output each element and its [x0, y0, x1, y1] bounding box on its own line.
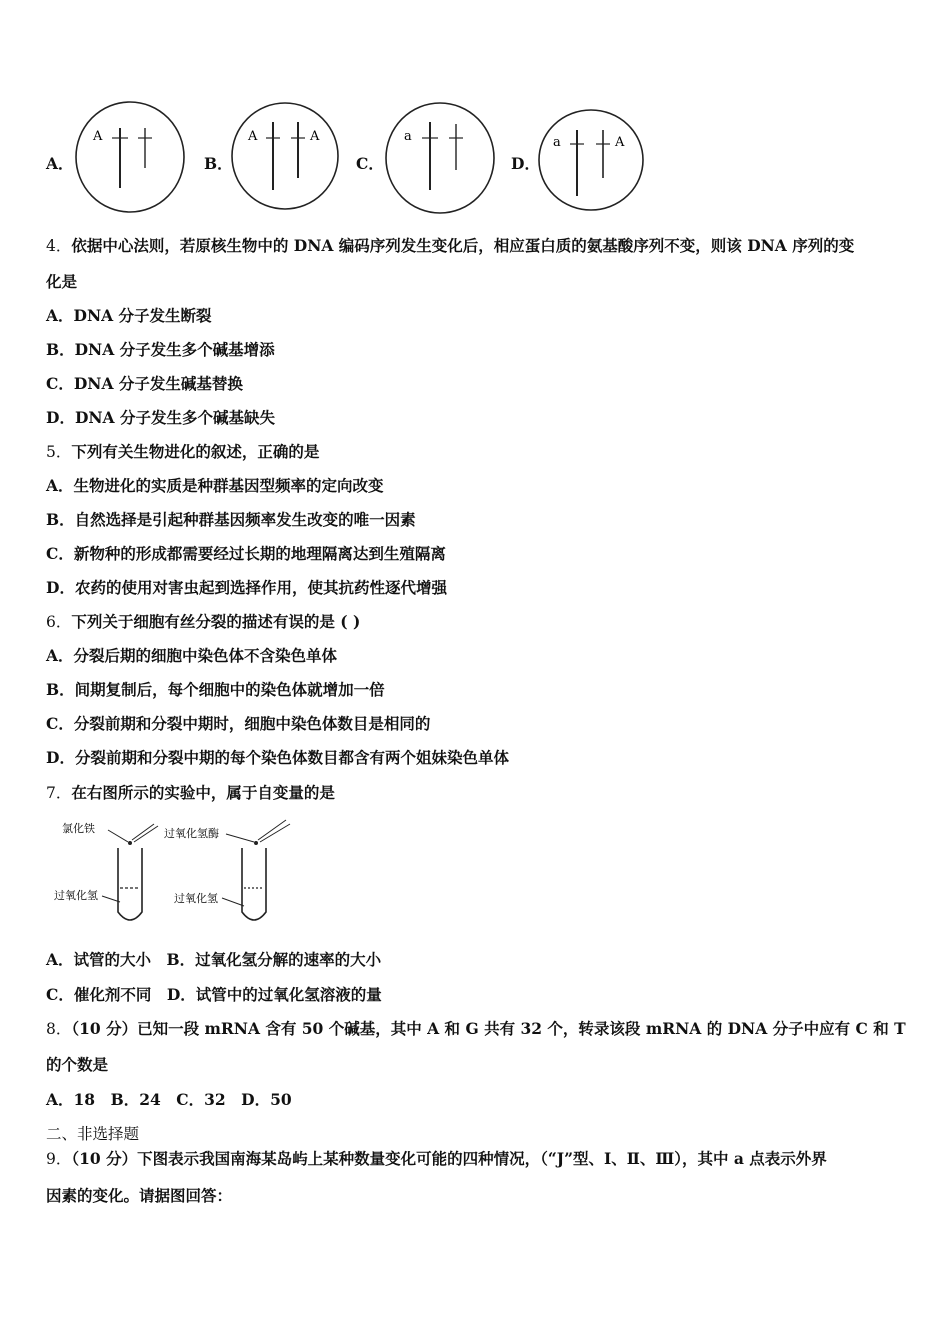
q4-option-b: B．DNA 分子发生多个碱基增添 [46, 340, 275, 359]
allele-label: A [248, 129, 258, 144]
q6-option-a: A．分裂后期的细胞中染色体不含染色单体 [46, 646, 338, 665]
q5-option-a: A．生物进化的实质是种群基因型频率的定向改变 [46, 476, 384, 495]
q6-option-d: D．分裂前期和分裂中期的每个染色体数目都含有两个姐妹染色单体 [46, 748, 509, 767]
q4-option-a: A．DNA 分子发生断裂 [46, 306, 212, 325]
q8-stem [46, 1019, 906, 1039]
allele-label: a [404, 129, 412, 144]
q9-stem [46, 1149, 827, 1169]
q9-number: 9． [46, 1150, 72, 1168]
q5-option-b: B．自然选择是引起种群基因频率发生改变的唯一因素 [46, 510, 416, 529]
cell-b-figure [230, 100, 340, 212]
right-reagent-label: 过氧化氢酶 [164, 827, 219, 840]
q9-stem-text: （10 分）下图表示我国南海某岛屿上某种数量变化可能的四种情况，（“J”型、Ⅰ、Ⅱ、Ⅲ），其中 a 点表示外界 [71, 1149, 827, 1168]
q7-stem-text: 在右图所示的实验中，属于自变量的是 [71, 783, 335, 802]
q7-number: 7． [46, 784, 72, 802]
q6-number: 6． [46, 613, 72, 631]
q5-stem-text: 下列有关生物进化的叙述，正确的是 [71, 442, 320, 461]
allele-label: A [310, 129, 320, 144]
q4-stem-text: 依据中心法则，若原核生物中的 DNA 编码序列发生变化后，相应蛋白质的氨基酸序列不变，则该 DNA 序列的变 [71, 236, 855, 255]
cell-a-figure [74, 100, 186, 215]
q4-option-c: C．DNA 分子发生碱基替换 [46, 374, 243, 393]
q8-stem-cont: 的个数是 [46, 1055, 109, 1074]
q6-stem-text: 下列关于细胞有丝分裂的描述有误的是 ( ) [71, 612, 361, 631]
option-a-label: A． [46, 154, 74, 173]
cell-c-figure [384, 100, 496, 216]
q8-number: 8． [46, 1020, 72, 1038]
option-d-label: D． [511, 154, 540, 173]
q8-stem-text: （10 分）已知一段 mRNA 含有 50 个碱基，其中 A 和 G 共有 32 个，转录该段 mRNA 的 DNA 分子中应有 C 和 T [71, 1019, 906, 1038]
q7-options-row2: C．催化剂不同 D．试管中的过氧化氢溶液的量 [46, 985, 382, 1004]
option-c-label: C． [356, 154, 384, 173]
left-reagent-label: 氯化铁 [62, 822, 95, 835]
left-liquid-label: 过氧化氢 [54, 889, 98, 902]
allele-label: A [93, 129, 103, 144]
q5-number: 5． [46, 443, 72, 461]
right-liquid-label: 过氧化氢 [174, 892, 218, 905]
q7-stem [46, 783, 335, 803]
q6-option-b: B．间期复制后，每个细胞中的染色体就增加一倍 [46, 680, 385, 699]
q6-option-c: C．分裂前期和分裂中期时，细胞中染色体数目是相同的 [46, 714, 431, 733]
q7-options-row1: A．试管的大小 B．过氧化氢分解的速率的大小 [46, 950, 382, 969]
q4-stem [46, 236, 854, 256]
q5-stem [46, 442, 319, 462]
q9-stem-cont: 因素的变化。请据图回答： [46, 1186, 233, 1205]
section-heading: 二、非选择题 [46, 1125, 140, 1143]
q6-stem [46, 612, 360, 632]
q5-option-c: C．新物种的形成都需要经过长期的地理隔离达到生殖隔离 [46, 544, 446, 563]
q4-number: 4． [46, 237, 72, 255]
cell-d-figure [537, 100, 645, 214]
q4-stem-cont: 化是 [46, 272, 78, 291]
q4-option-d: D．DNA 分子发生多个碱基缺失 [46, 408, 275, 427]
option-b-label: B． [204, 154, 233, 173]
allele-label: a [553, 135, 561, 150]
q8-options: A．18 B．24 C．32 D．50 [46, 1090, 292, 1109]
test-tube-figure [46, 814, 306, 932]
q5-option-d: D．农药的使用对害虫起到选择作用，使其抗药性逐代增强 [46, 578, 447, 597]
allele-label: A [615, 135, 625, 150]
